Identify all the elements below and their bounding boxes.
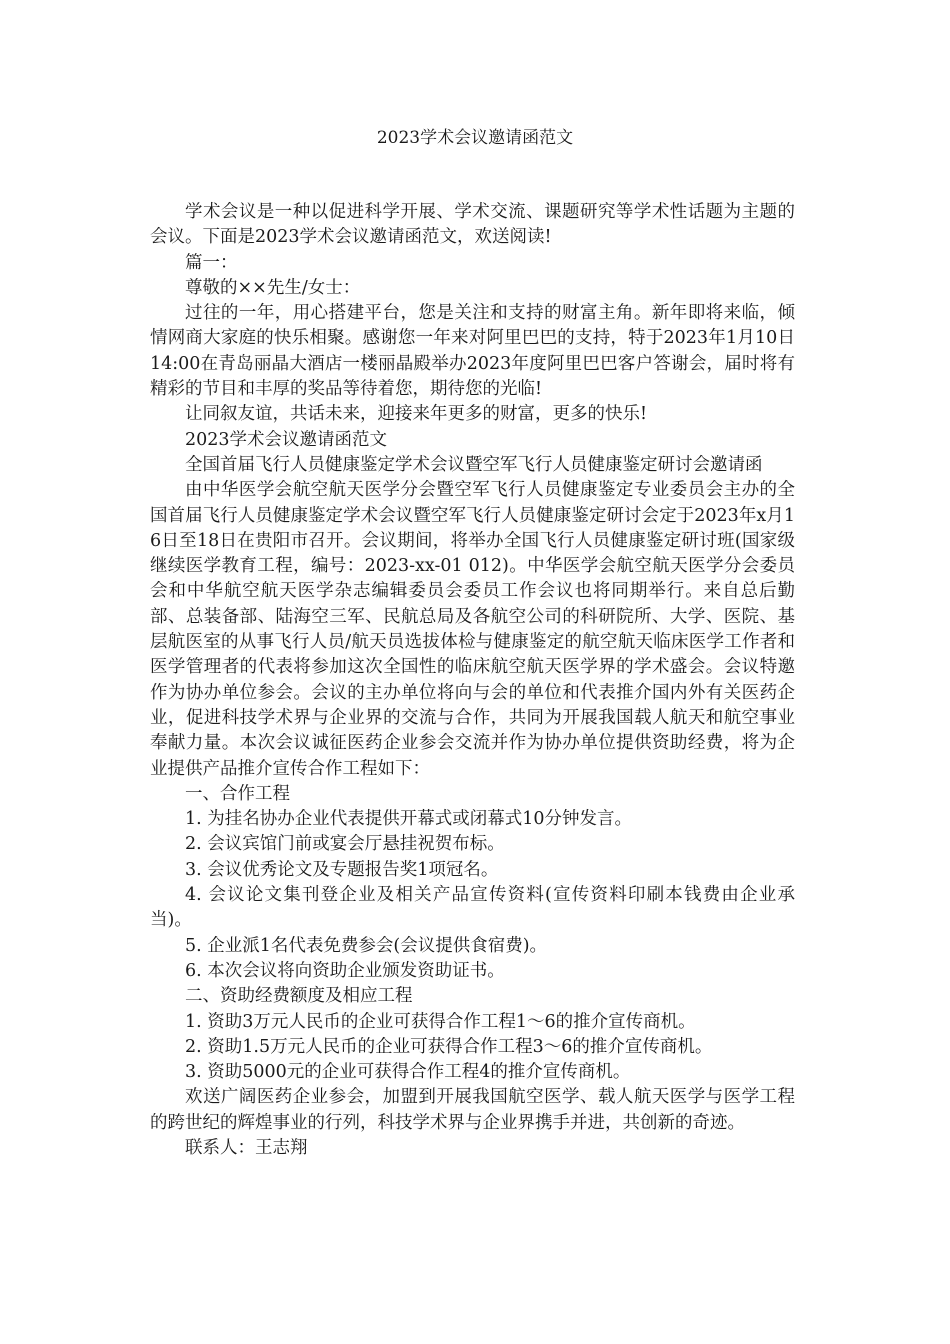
salutation: 尊敬的××先生/女士： bbox=[185, 277, 361, 298]
cooperation-item: 3. 会议优秀论文及专题报告奖1项冠名。 bbox=[185, 859, 499, 880]
letter-subject: 全国首届飞行人员健康鉴定学术会议暨空军飞行人员健康鉴定研讨会邀请函 bbox=[185, 454, 763, 475]
funding-item: 1. 资助3万元人民币的企业可获得合作工程1～6的推介宣传商机。 bbox=[185, 1011, 696, 1032]
document-body bbox=[150, 200, 795, 1161]
cooperation-item: 5. 企业派1名代表免费参会(会议提供食宿费)。 bbox=[185, 935, 548, 956]
section-label-part-one: 篇一： bbox=[185, 252, 238, 273]
intro-paragraph: 学术会议是一种以促进科学开展、学术交流、课题研究等学术性话题为主题的会议。下面是2023学术会议邀请函范文，欢送阅读! bbox=[150, 202, 795, 248]
cooperation-heading: 一、合作工程 bbox=[185, 783, 290, 804]
section-heading: 2023学术会议邀请函范文 bbox=[185, 429, 388, 450]
cooperation-item: 2. 会议宾馆门前或宴会厅悬挂祝贺布标。 bbox=[185, 834, 505, 855]
cooperation-item: 6. 本次会议将向资助企业颁发资助证书。 bbox=[185, 960, 505, 981]
funding-item: 3. 资助5000元的企业可获得合作工程4的推介宣传商机。 bbox=[185, 1062, 631, 1083]
funding-heading: 二、资助经费额度及相应工程 bbox=[185, 986, 413, 1007]
cooperation-item: 1. 为挂名协办企业代表提供开幕式或闭幕式10分钟发言。 bbox=[185, 809, 633, 830]
cooperation-item: 4. 会议论文集刊登企业及相关产品宣传资料(宣传资料印刷本钱费由企业承当)。 bbox=[150, 885, 795, 931]
contact-person: 联系人：王志翔 bbox=[185, 1137, 308, 1158]
welcome-paragraph: 欢送广阔医药企业参会，加盟到开展我国航空医学、载人航天医学与医学工程的跨世纪的辉煌事业的行列，科技学术界与企业界携手并进，共创新的奇迹。 bbox=[150, 1087, 795, 1133]
document-title: 2023学术会议邀请函范文 bbox=[376, 128, 574, 148]
conference-description: 由中华医学会航空航天医学分会暨空军飞行人员健康鉴定专业委员会主办的全国首届飞行人员健康鉴定学术会议暨空军飞行人员健康鉴定研讨会定于2023年x月16日至18日在贵阳市召开。会议期间，将举办全国飞行人员健康鉴定研讨班(国家级继续医学教育工程，编号：2023-xx-01 012)。中华医学会航空航天医学分会委员会和中华航空航天医学杂志编辑委员会委员工作会议也将同期举行。来自总后勤部、总装备部、陆海空三军、民航总局及各航空公司的科研院所、大学、医院、基层航医室的从事飞行人员/航天员选拔体检与健康鉴定的航空航天临床医学工作者和医学管理者的代表将参加这次全国性的临床航空航天医学界的学术盛会。会议特邀 作为协办单位参会。会议的主办单位将向与会的单位和代表推介国内外有关医药企业，促进科技学术界与企业界的交流与合作，共同为开展我国载人航天和航空事业奉献力量。本次会议诚征医药企业参会交流并作为协办单位提供资助经费，将为企业提供产品推介宣传合作工程如下： bbox=[150, 480, 795, 779]
funding-item: 2. 资助1.5万元人民币的企业可获得合作工程3～6的推介宣传商机。 bbox=[185, 1036, 713, 1057]
invitation-paragraph: 过往的一年，用心搭建平台，您是关注和支持的财富主角。新年即将来临，倾情网商大家庭的快乐相聚。感谢您一年来对阿里巴巴的支持，特于2023年1月10日14:00在青岛丽晶大酒店一楼丽晶殿举办2023年度阿里巴巴客户答谢会，届时将有精彩的节目和丰厚的奖品等待着您，期待您的光临! bbox=[150, 303, 795, 400]
closing-wish: 让同叙友谊，共话未来，迎接来年更多的财富，更多的快乐! bbox=[185, 404, 648, 425]
